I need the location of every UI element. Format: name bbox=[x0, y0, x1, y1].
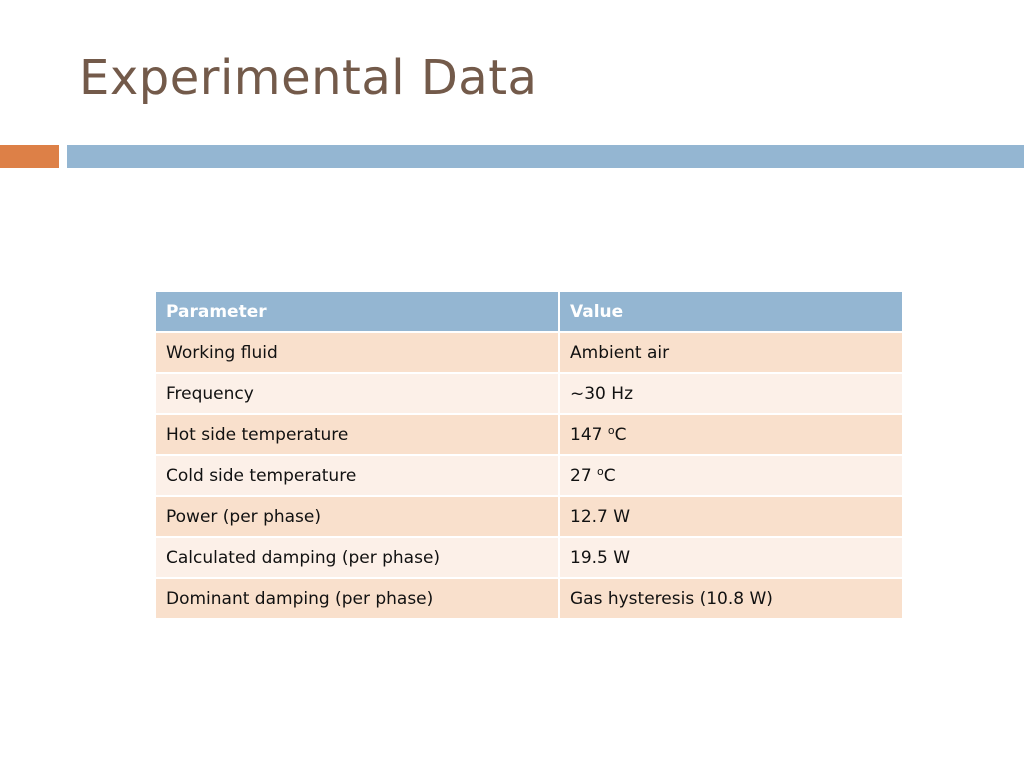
cell-value: 19.5 W bbox=[559, 537, 903, 578]
cell-parameter: Calculated damping (per phase) bbox=[155, 537, 559, 578]
cell-value bbox=[559, 455, 903, 496]
header-parameter: Parameter bbox=[155, 291, 559, 332]
experimental-data-table bbox=[154, 290, 904, 620]
table-row bbox=[155, 496, 903, 537]
cell-value bbox=[559, 414, 903, 455]
table-row bbox=[155, 578, 903, 619]
degree-superscript: o bbox=[607, 424, 615, 437]
value-unit: C bbox=[614, 425, 627, 445]
table-row bbox=[155, 332, 903, 373]
cell-value: Ambient air bbox=[559, 332, 903, 373]
cell-parameter: Frequency bbox=[155, 373, 559, 414]
value-unit: C bbox=[603, 466, 616, 486]
accent-bar-orange bbox=[0, 145, 59, 168]
cell-parameter: Cold side temperature bbox=[155, 455, 559, 496]
cell-value: ~30 Hz bbox=[559, 373, 903, 414]
cell-value: Gas hysteresis (10.8 W) bbox=[559, 578, 903, 619]
cell-parameter: Dominant damping (per phase) bbox=[155, 578, 559, 619]
table-row bbox=[155, 373, 903, 414]
table-row bbox=[155, 414, 903, 455]
cell-value: 12.7 W bbox=[559, 496, 903, 537]
table-row bbox=[155, 537, 903, 578]
value-number: 147 bbox=[570, 425, 608, 445]
cell-parameter: Hot side temperature bbox=[155, 414, 559, 455]
value-number: 27 bbox=[570, 466, 598, 486]
table-header-row bbox=[155, 291, 903, 332]
degree-superscript: o bbox=[597, 465, 604, 478]
header-value: Value bbox=[559, 291, 903, 332]
accent-bar-blue bbox=[67, 145, 1024, 168]
slide-title: Experimental Data bbox=[79, 50, 538, 106]
cell-parameter: Power (per phase) bbox=[155, 496, 559, 537]
table-row bbox=[155, 455, 903, 496]
cell-parameter: Working fluid bbox=[155, 332, 559, 373]
